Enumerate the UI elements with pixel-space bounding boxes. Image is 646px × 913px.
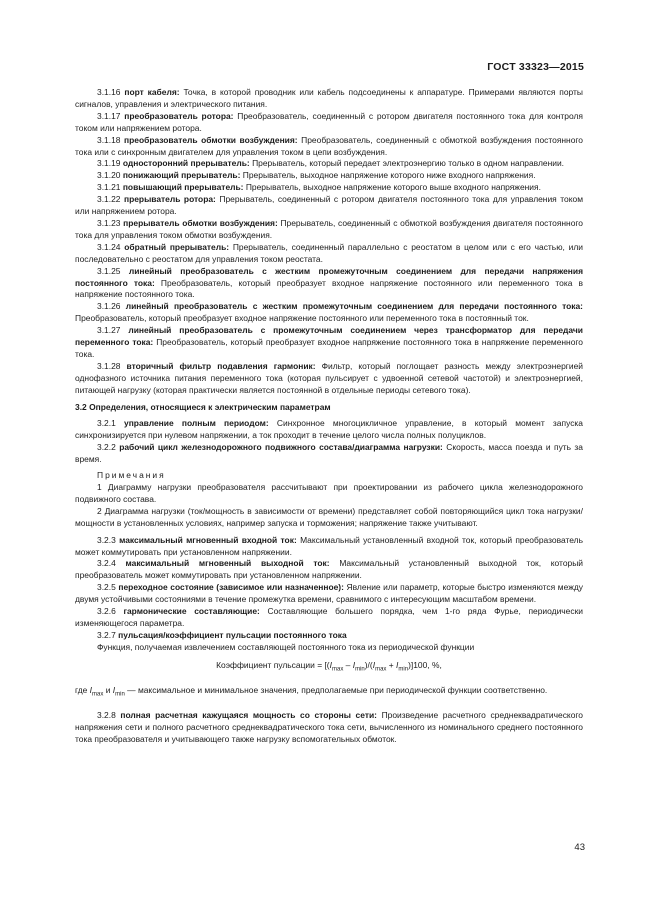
definition-text: Прерыватель, выходное напряжение которого ниже входного напряжения. (242, 170, 536, 181)
definition-item (75, 182, 583, 194)
definition-number: 3.2.7 (97, 629, 116, 640)
definition-number: 3.1.19 (97, 158, 121, 169)
formula-explanation: где $I_{max}$ и $I_{min}$ — максимальное и минимальное значения, предполагаемые при периодической функции соответственно. (75, 684, 548, 698)
definition-term: прерыватель ротора: (123, 194, 216, 205)
definition-text: Составляющие большего порядка, чем 1-го ряда Фурье, периодически изменяющегося параметра. (75, 606, 583, 628)
definition-item (75, 418, 583, 442)
definitions-list-3-1 (75, 87, 583, 397)
note-2: 2 Диаграмма нагрузки (ток/мощность в зависимости от времени) представляет собой повторяющийся цикл тока нагрузки/мощности в установленных условиях, например запуска и торможения; напряжение также учитывают. (75, 505, 583, 528)
definition-text: Максимальный установленный выходной ток, который преобразователь может коммутировать при установленном напряжении. (75, 558, 583, 581)
definition-term: линейный преобразователь с жестким промежуточным соединением для передачи постоянного тока: (125, 301, 583, 312)
definition-item (75, 158, 583, 170)
definition-term: понижающий прерыватель: (122, 170, 241, 181)
definition-text: Максимальный установленный входной ток, который преобразователь может коммутировать при установленном напряжении. (75, 534, 583, 557)
definition-text: Преобразователь, который преобразует входное напряжение постоянного тока в напряжение переменного тока. (75, 337, 583, 359)
definition-term: управление полным периодом: (124, 418, 269, 429)
definition-item (75, 111, 583, 135)
definition-item (75, 218, 583, 242)
definition-item (75, 242, 583, 266)
definition-text: Явление или параметр, которые быстро изменяются между двумя устойчивыми состояниями в течение промежутка времени, сравнимого с интересующим масштабом времени. (75, 582, 583, 605)
definition-number: 3.1.16 (97, 87, 121, 97)
definition-text: Преобразователь, который преобразует входное напряжение постоянного или переменного тока в напряжение постоянного тока. (75, 277, 584, 300)
definition-item (75, 194, 583, 218)
definition-term: вторичный фильтр подавления гармоник: (126, 360, 316, 371)
definition-number: 3.1.24 (97, 241, 121, 252)
definition-item (75, 325, 583, 361)
definition-number: 3.1.23 (97, 217, 121, 228)
definition-number: 3.1.28 (97, 360, 121, 371)
definition-term: линейный преобразователь с жестким промежуточным соединением для передачи напряжения постоянного тока: (75, 265, 583, 288)
definition-number: 3.1.25 (97, 265, 121, 276)
definition-number: 3.2.2 (97, 442, 116, 453)
definition-text: Фильтр, который поглощает разность между электроэнергией однофазного источника питания переменного тока (которая пульсирует с удвоенной сетевой частотой) и электроэнергией, питающей нагрузку (которая практически является постоянной в отдельные периоды сетевого тока). (75, 360, 583, 395)
document-body (75, 87, 583, 745)
definitions-list-3-2-a (75, 418, 583, 466)
definition-text: Преобразователь, соединенный с обмоткой возбуждения постоянного тока или с синхронным двигателем для управления током в цепи возбуждения. (75, 134, 583, 157)
definition-number: 3.1.20 (97, 170, 121, 181)
notes-heading: Примечания (97, 470, 166, 481)
definition-term: преобразователь ротора: (124, 110, 234, 121)
section-heading-3-2: 3.2 Определения, относящиеся к электрическим параметрам (75, 401, 331, 412)
definition-item (75, 442, 583, 466)
definition-item (75, 301, 583, 325)
definition-number: 3.1.22 (97, 194, 121, 205)
definition-term: рабочий цикл железнодорожного подвижного состава/диаграмма нагрузки: (119, 442, 443, 453)
definition-text: Прерыватель, выходное напряжение которого выше входного напряжения. (245, 182, 541, 193)
note-1: 1 Диаграмму нагрузки преобразователя рассчитывают при проектировании из рабочего цикла железнодорожного подвижного состава. (75, 482, 583, 504)
definition-term: односторонний прерыватель: (122, 158, 250, 169)
definition-text: Синхронное многоцикличное управление, в который момент запуска синхронизируется при нулевом напряжении, а ток проходит в течение целого числа полных полуциклов. (75, 418, 583, 441)
definition-term: прерыватель обмотки возбуждения: (123, 217, 278, 228)
definition-term: порт кабеля: (124, 87, 180, 97)
definition-term: максимальный мгновенный входной ток: (119, 534, 297, 545)
definition-number: 3.2.3 (97, 534, 116, 545)
definition-text: Точка, в которой проводник или кабель подсоединены к аппаратуре. Примерами являются порты сигналов, управления и электрического питания. (75, 87, 583, 109)
definition-item (75, 606, 583, 630)
definition-text: Прерыватель, соединенный с обмоткой возбуждения двигателя постоянного тока для управления током обмотки возбуждения. (75, 217, 583, 240)
definition-number: 3.1.26 (97, 301, 121, 312)
definition-item (75, 266, 583, 302)
definition-term: преобразователь обмотки возбуждения: (124, 134, 298, 145)
definition-item (75, 630, 583, 642)
definition-number: 3.2.5 (97, 582, 116, 593)
definition-number: 3.1.18 (97, 134, 121, 145)
definition-text: Прерыватель, который передает электроэнергию только в одном направлении. (252, 158, 565, 169)
definition-item (75, 361, 583, 397)
definition-item (75, 535, 583, 559)
definition-number: 3.1.17 (97, 110, 121, 121)
definition-text: Прерыватель, соединенный параллельно с реостатом в целом или с его частью, или последовательно с реостатом для управления током реостата. (75, 241, 583, 264)
definition-term: гармонические составляющие: (123, 606, 260, 617)
definition-text: Преобразователь, соединенный с ротором двигателя постоянного тока для контроля током или напряжением ротора. (75, 110, 583, 133)
definition-term: обратный прерыватель: (124, 241, 230, 252)
definition-term: максимальный мгновенный выходной ток: (125, 558, 330, 569)
definition-text: Скорость, масса поезда и путь за время. (75, 442, 583, 465)
document-code-header: ГОСТ 33323—2015 (487, 61, 584, 73)
definition-number: 3.2.6 (97, 606, 116, 617)
definition-3-2-8: 3.2.8 полная расчетная кажущаяся мощность со стороны сети: Произведение расчетного среднеквадратического напряжения сети и полного расчетного среднеквадратического тока сети, вычисленного из номинального среднего постоянного тока преобразователя и учитывающего также нагрузку вспомогательных обмоток. (75, 709, 583, 744)
ripple-formula: Коэффициент пульсации = $[(I_{max} - I_{min})/(I_{max} + I_{min})]100$, %, (216, 659, 442, 673)
definition-item (75, 87, 583, 111)
definition-text: Преобразователь, который преобразует входное напряжение постоянного или переменного тока в постоянный ток. (75, 313, 529, 324)
definition-item (75, 170, 583, 182)
definition-item (75, 582, 583, 606)
definition-term: переходное состояние (зависимое или назначенное): (118, 582, 344, 593)
page-number: 43 (574, 842, 585, 853)
definition-text: Прерыватель, соединенный с ротором двигателя постоянного тока для управления током или напряжением ротора. (75, 194, 583, 217)
definition-term: линейный преобразователь с промежуточным соединением через трансформатор для передачи переменного тока: (75, 325, 583, 348)
definition-number: 3.1.27 (97, 325, 121, 336)
definition-item (75, 135, 583, 159)
definition-term: пульсация/коэффициент пульсации постоянного тока (118, 629, 347, 640)
function-description: Функция, получаемая извлечением составляющей постоянного тока из периодической функции (97, 641, 475, 652)
definitions-list-3-2-b (75, 535, 583, 642)
definition-number: 3.1.21 (97, 182, 121, 193)
definition-number: 3.2.1 (97, 418, 116, 429)
definition-number: 3.2.4 (97, 558, 116, 569)
definition-item (75, 558, 583, 582)
definition-term: повышающий прерыватель: (122, 182, 244, 193)
